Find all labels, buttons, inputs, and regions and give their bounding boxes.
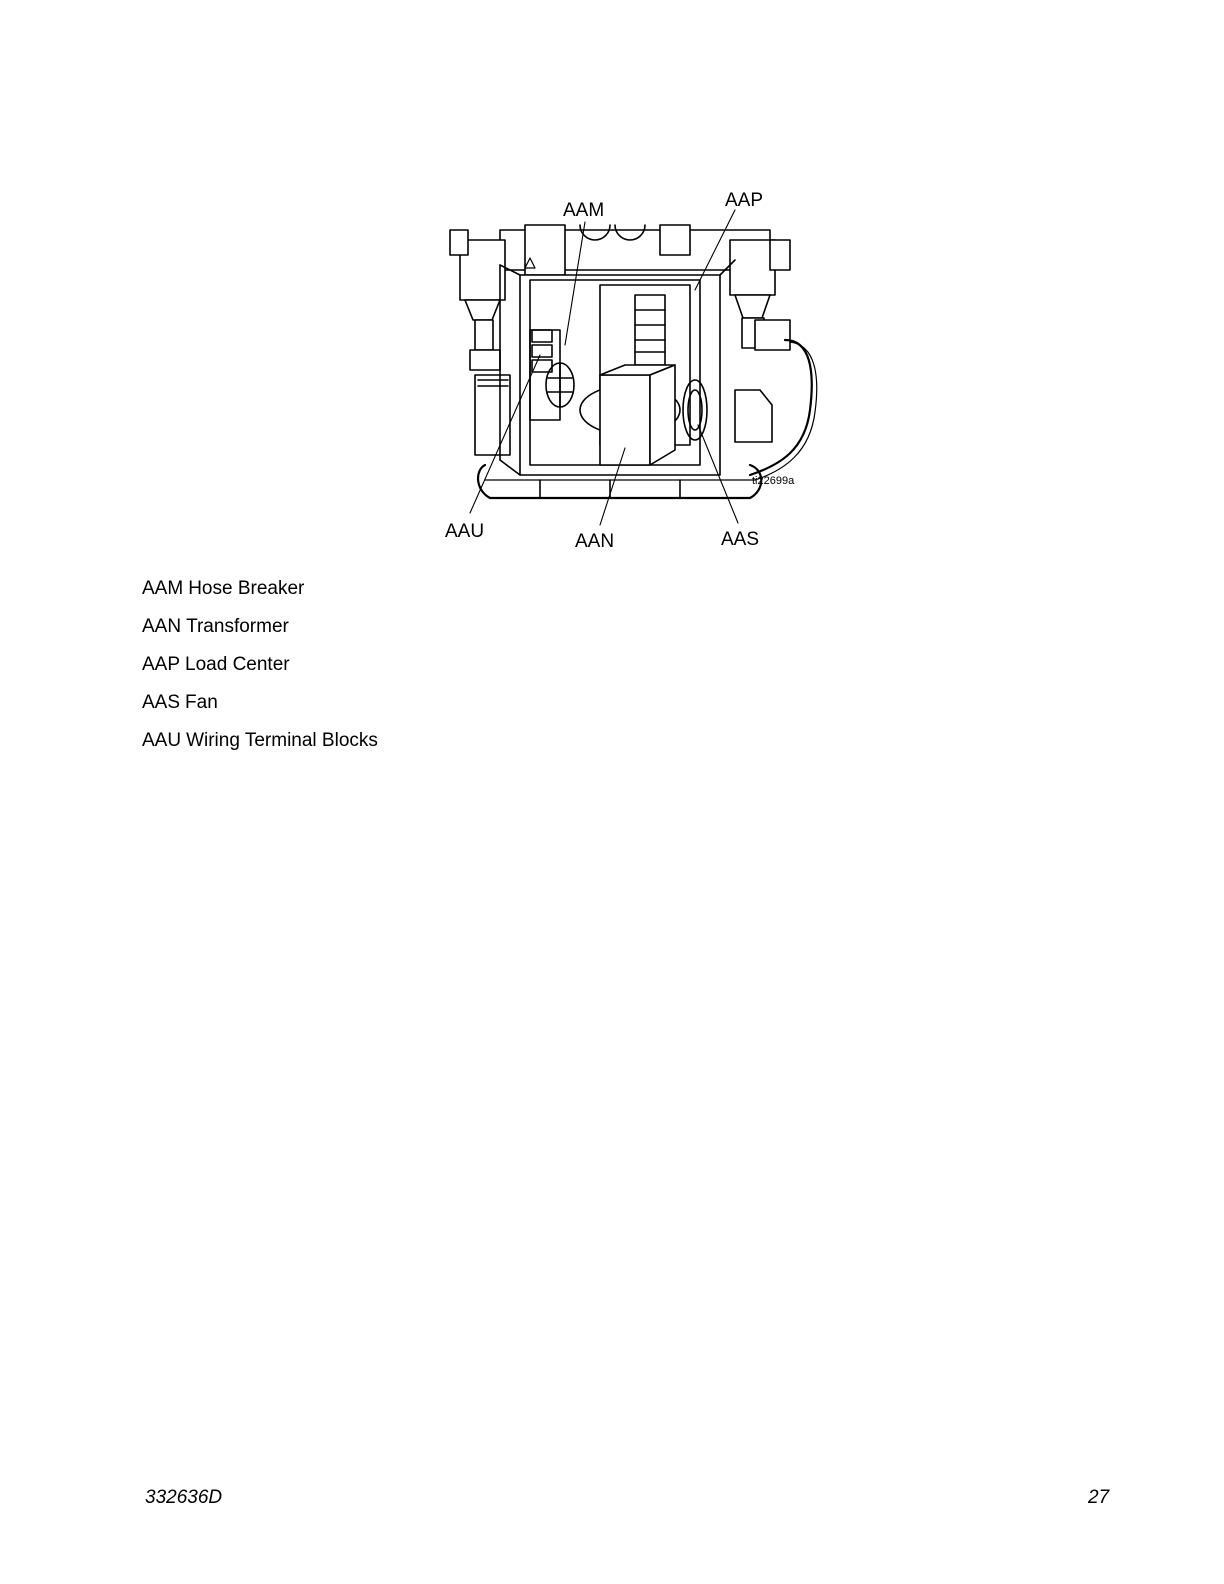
legend-code: AAU: [142, 730, 182, 751]
callout-aas: AAS: [721, 529, 760, 550]
equipment-figure: [430, 180, 820, 560]
page-number: 27: [1088, 1487, 1110, 1508]
legend-code: AAM: [142, 578, 184, 599]
electrical-enclosure-drawing: [430, 180, 820, 560]
legend-code: AAS: [142, 692, 181, 713]
callout-aan: AAN: [575, 531, 615, 552]
callout-legend: [142, 578, 378, 768]
legend-label: Load Center: [185, 654, 290, 675]
legend-item-aam: [142, 578, 378, 600]
callout-aap: AAP: [725, 190, 764, 211]
legend-item-aap: [142, 654, 378, 676]
legend-code: AAP: [142, 654, 181, 675]
figure-id: ti22699a: [752, 475, 795, 487]
document-number: 332636D: [145, 1487, 223, 1508]
legend-code: AAN: [142, 616, 182, 637]
legend-label: Fan: [185, 692, 218, 713]
callout-aau: AAU: [445, 521, 485, 542]
legend-label: Hose Breaker: [188, 578, 305, 599]
callout-aam: AAM: [563, 200, 605, 221]
legend-item-aau: [142, 730, 378, 752]
legend-label: Wiring Terminal Blocks: [186, 730, 378, 751]
legend-label: Transformer: [186, 616, 289, 637]
legend-item-aan: [142, 616, 378, 638]
legend-item-aas: [142, 692, 378, 714]
